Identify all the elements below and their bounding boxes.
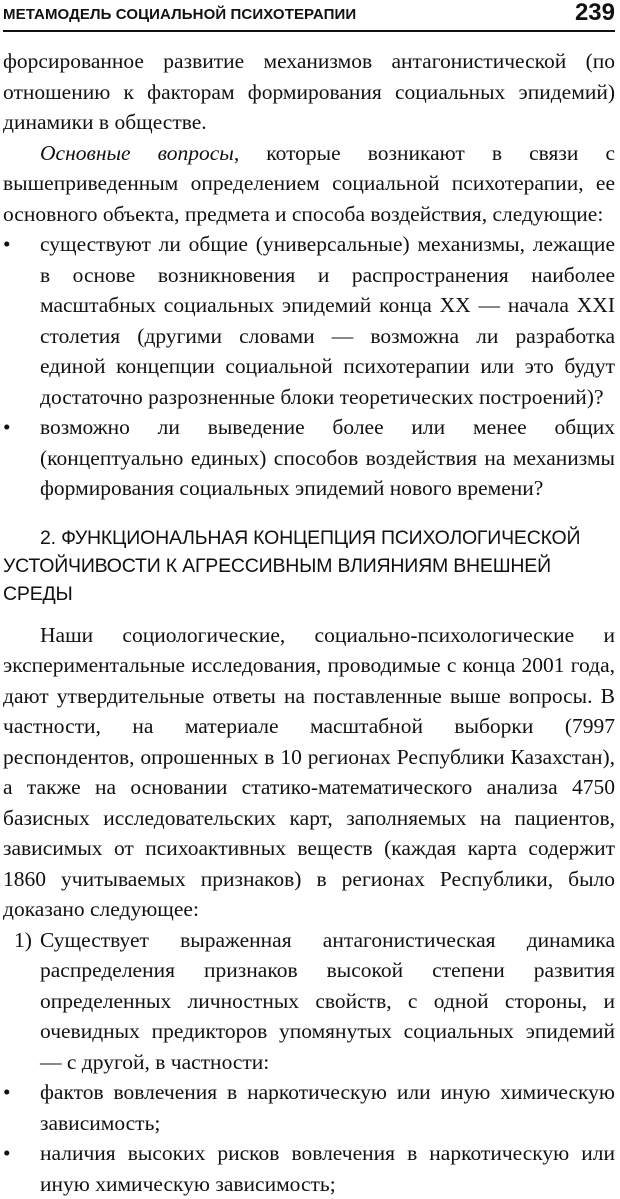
numbered-item-text: Существует выраженная антагонистическая динамика распределения признаков высокой степени развития определенных личностных свойств, с одной стороны, и очевидных предикторов упомянутых социальных эпидемий — с другой, в частности: — [40, 927, 615, 1074]
emphasis-main-questions: Основные вопросы — [40, 140, 234, 165]
bullet-icon: • — [3, 232, 11, 256]
list-item — [3, 412, 615, 504]
paragraph-continued: форсированное развитие механизмов антагонистической (по отношению к факторам формирования социальных эпидемий) динамики в обществе. — [3, 49, 615, 134]
list-item-text: существуют ли общие (универсальные) механизмы, лежащие в основе возникновения и распространения наиболее масштабных социальных эпидемий конца XX — начала XXI столетия (другими словами — возможна ли разработка единой концепции социальной психотерапии или это будут достаточно разрозненные блоки теоретических построений)? — [40, 232, 615, 409]
list-item-text: возможно ли выведение более или менее общих (концептуально единых) способов воздействия на механизмы формирования социальных эпидемий нового времени? — [40, 415, 615, 500]
findings-list — [3, 925, 615, 1078]
page-number: 239 — [574, 0, 615, 26]
section-heading: 2. ФУНКЦИОНАЛЬНАЯ КОНЦЕПЦИЯ ПСИХОЛОГИЧЕСКОЙ УСТОЙЧИВОСТИ К АГРЕССИВНЫМ ВЛИЯНИЯМ ВНЕШНЕЙ СРЕДЫ — [3, 526, 581, 605]
item-number: 1) — [14, 927, 32, 952]
running-title: МЕТАМОДЕЛЬ СОЦИАЛЬНОЙ ПСИХОТЕРАПИИ — [3, 6, 357, 23]
bullet-icon: • — [3, 415, 11, 439]
list-item-text: наличия высоких рисков вовлечения в наркотическую или иную химическую зависимость; — [40, 1141, 615, 1196]
predictors-list — [3, 1077, 615, 1199]
bullet-icon: • — [3, 1080, 11, 1104]
paragraph-research: Наши социологические, социально-психологические и экспериментальные исследования, проводимые с конца 2001 года, дают утвердительные ответы на поставленные выше вопросы. В частности, на материале масштабной выборки (7997 респондентов, опрошенных в 10 регионах Республики Казахстан), а также на основании статико-математического анализа 4750 базисных исследовательских карт, заполняемых на пациентов, зависимых от психоактивных веществ (каждая карта содержит 1860 учитываемых признаков) в регионах Республики, было доказано следующее: — [3, 622, 615, 921]
paragraph-questions-text: , которые возникают в связи с вышеприведенным определением социальной психотерапии, ее основного объекта, предмета и способа воздействия, следующие: — [3, 140, 615, 226]
page-header — [3, 0, 615, 32]
paragraph-questions-intro — [3, 138, 615, 230]
list-item — [3, 1138, 615, 1199]
list-item — [3, 1077, 615, 1138]
page-body — [3, 46, 615, 1199]
numbered-item — [3, 925, 615, 1078]
list-item — [3, 229, 615, 412]
list-item-text: фактов вовлечения в наркотическую или иную химическую зависимость; — [40, 1080, 615, 1135]
bullet-icon: • — [3, 1141, 11, 1165]
questions-list — [3, 229, 615, 504]
